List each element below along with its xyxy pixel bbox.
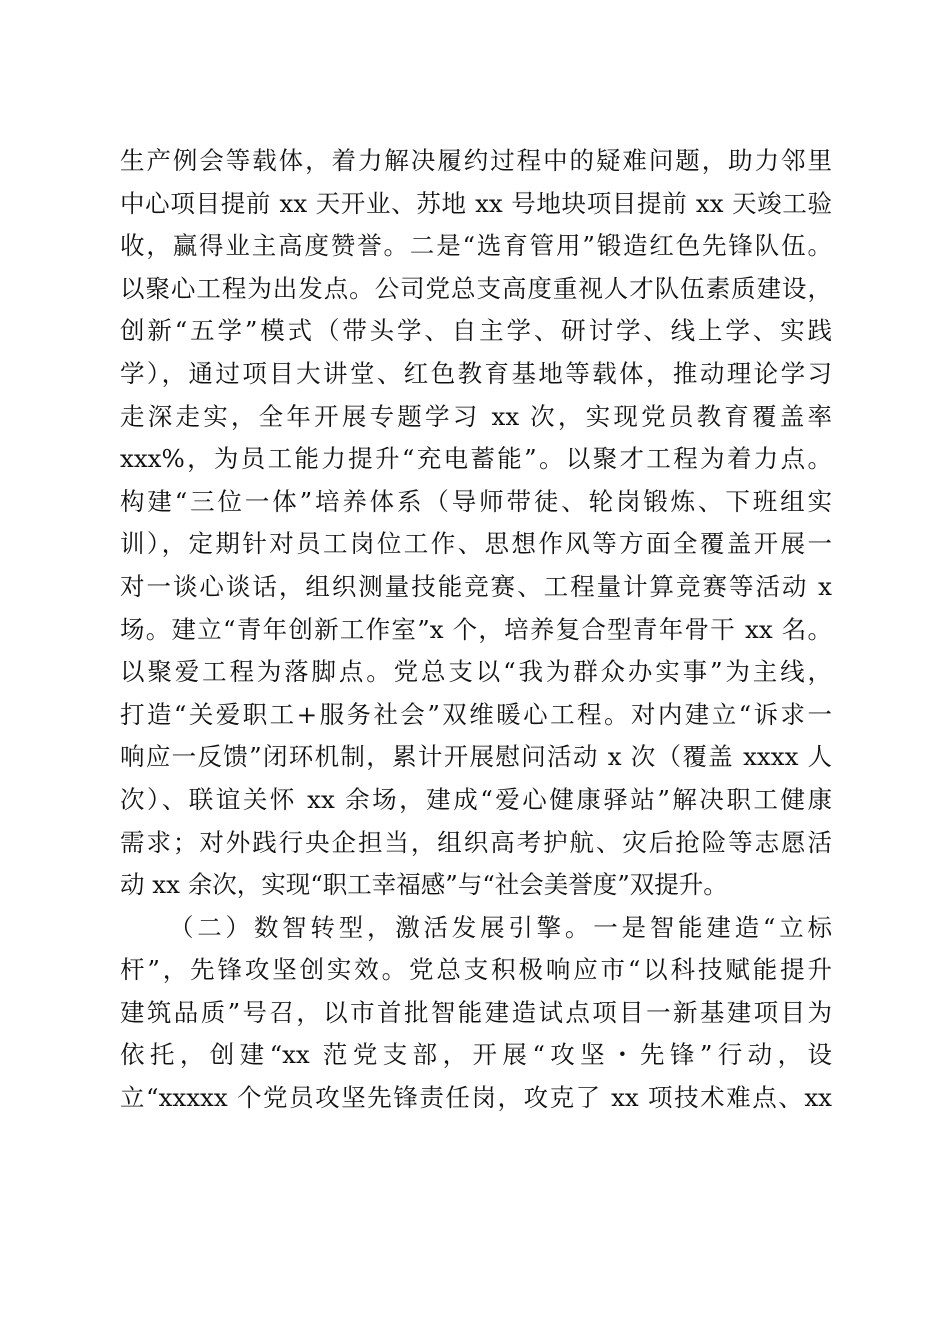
body-line: 构建“三位一体”培养体系（导师带徒、轮岗锻炼、下班组实 [120,486,832,516]
body-line: 次）、联谊关怀 xx 余场，建成“爱心健康驿站”解决职工健康 [120,784,832,814]
body-line: 打造“关爱职工+服务社会”双维暖心工程。对内建立“诉求一 [120,699,832,729]
body-line: xxx%，为员工能力提升“充电蓄能”。以聚才工程为着力点。 [120,444,832,474]
body-line: 响应一反馈”闭环机制，累计开展慰问活动 x 次（覆盖 xxxx 人 [120,742,832,772]
body-line: 杆”，先锋攻坚创实效。党总支积极响应市“以科技赋能提升 [120,955,832,985]
body-line: 动 xx 余次，实现“职工幸福感”与“社会美誉度”双提升。 [120,870,728,900]
body-line: 中心项目提前 xx 天开业、苏地 xx 号地块项目提前 xx 天竣工验 [120,188,832,218]
body-line: 创新“五学”模式（带头学、自主学、研讨学、线上学、实践 [120,316,832,346]
body-line: 以聚心工程为出发点。公司党总支高度重视人才队伍素质建设， [120,273,832,303]
body-line: 场。建立“青年创新工作室”x 个，培养复合型青年骨干 xx 名。 [120,614,832,644]
document-body [120,140,832,1120]
body-line: 建筑品质”号召，以市首批智能建造试点项目一新基建项目为 [120,997,832,1027]
body-line: 以聚爱工程为落脚点。党总支以“我为群众办实事”为主线， [120,657,832,687]
body-line: 收，赢得业主高度赞誉。二是“选育管用”锻造红色先锋队伍。 [120,231,832,261]
body-line: 立“xxxxx 个党员攻坚先锋责任岗，攻克了 xx 项技术难点、xx [120,1083,832,1113]
section-heading-line: （二）数智转型，激活发展引擎。一是智能建造“立标 [169,912,832,942]
body-line: 需求；对外践行央企担当，组织高考护航、灾后抢险等志愿活 [120,827,832,857]
body-line: 学），通过项目大讲堂、红色教育基地等载体，推动理论学习 [120,358,832,388]
body-line: 走深走实，全年开展专题学习 xx 次，实现党员教育覆盖率 [120,401,832,431]
body-line: 生产例会等载体，着力解决履约过程中的疑难问题，助力邻里 [120,146,832,175]
body-line: 对一谈心谈话，组织测量技能竞赛、工程量计算竞赛等活动 x [120,571,832,601]
body-line: 依托，创建“xx 范党支部，开展“攻坚・先锋”行动，设 [120,1040,832,1070]
body-line: 训），定期针对员工岗位工作、思想作风等方面全覆盖开展一 [120,529,832,559]
